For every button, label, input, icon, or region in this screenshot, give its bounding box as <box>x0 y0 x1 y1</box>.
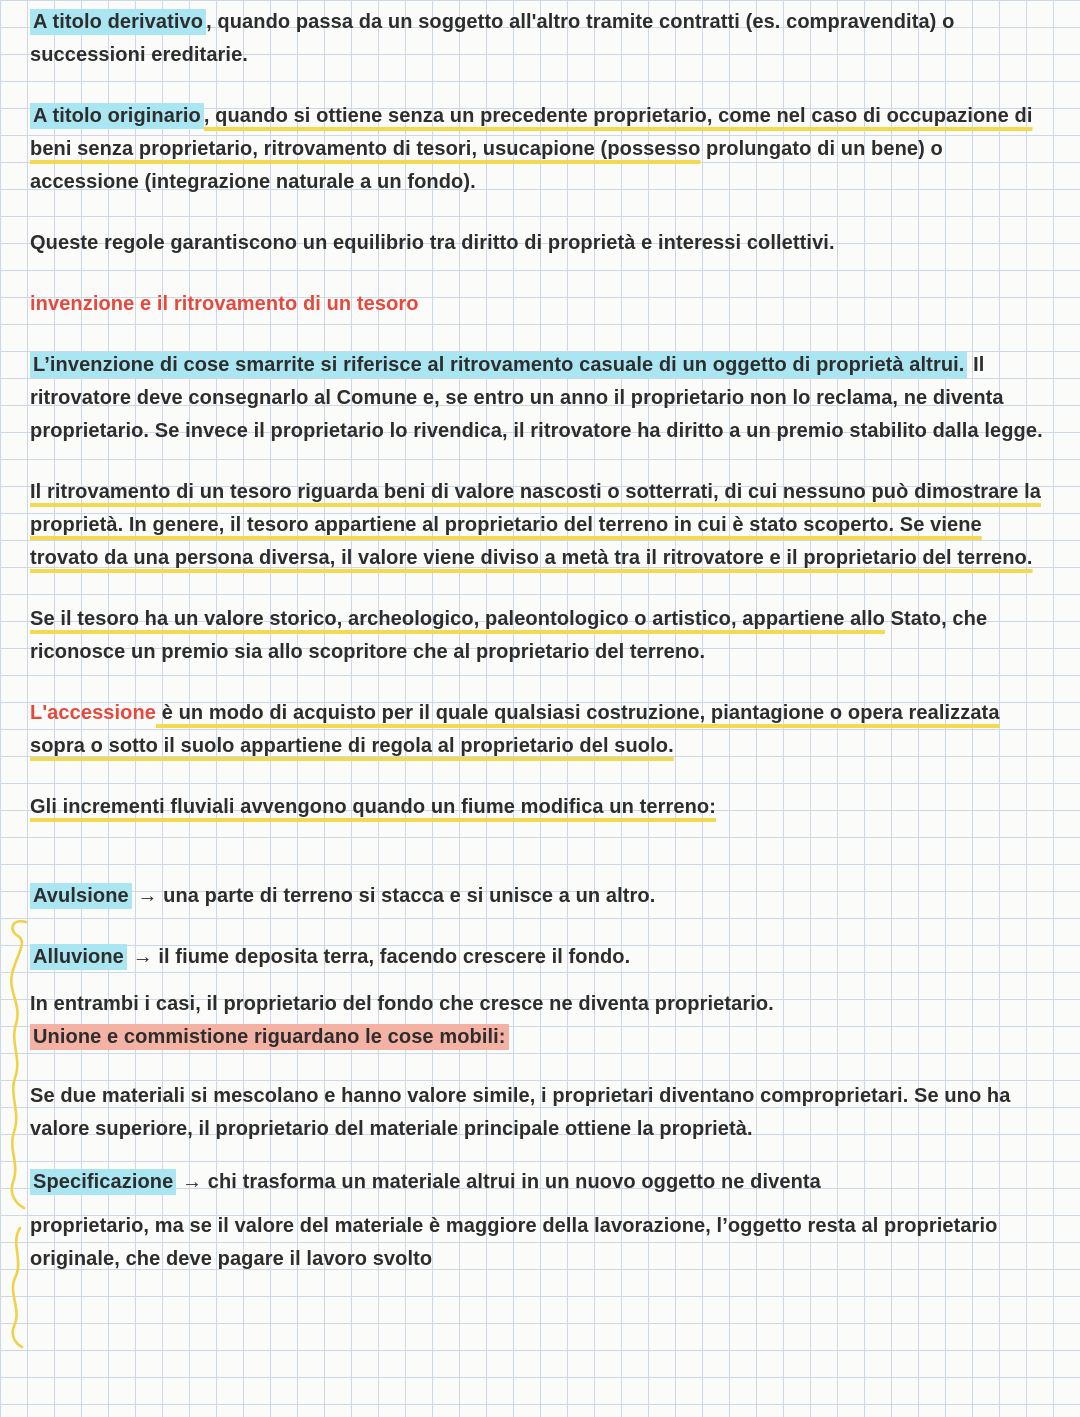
text-segment: , quando passa da un soggetto all'altro tramite contratti (es. compravendita) o successioni ereditarie. <box>30 11 955 66</box>
heading-invenzione <box>30 288 1050 321</box>
para-titolo-derivativo <box>30 6 1050 72</box>
para-alluvione <box>30 941 1050 974</box>
text-segment: Gli incrementi fluviali avvengono quando un fiume modifica un terreno: <box>30 796 716 818</box>
para-avulsione <box>30 880 1050 913</box>
para-specificazione <box>30 1166 1050 1199</box>
term-unione-commistione: Unione e commistione riguardano le cose mobili: <box>30 1024 509 1050</box>
text-segment: è un modo di acquisto per il quale qualsiasi costruzione, piantagione o opera realizzata sopra o sotto il suolo appartiene di regola al proprietario del suolo. <box>30 702 1000 757</box>
para-materiali <box>30 1080 1050 1146</box>
text-segment: Il ritrovamento di un tesoro riguarda beni di valore nascosti o sotterrati, di cui nessuno può dimostrare la proprietà. In genere, il tesoro appartiene al proprietario del terreno in cui è stato scoperto. Se viene trovato da una persona diversa, il valore viene diviso a metà tra il ritrovatore e il proprietario del terreno. <box>30 481 1041 569</box>
term-specificazione: Specificazione <box>30 1169 176 1195</box>
term-alluvione: Alluvione <box>30 944 127 970</box>
text-segment: Il ritrovatore deve consegnarlo al Comune e, se entro un anno il proprietario non lo reclama, ne diventa proprietario. Se invece il proprietario lo rivendica, il ritrovatore ha diritto a un premio stabilito dalla legge. <box>30 354 1043 442</box>
para-accessione <box>30 697 1050 763</box>
text-segment: prolungato di un bene) o accessione (integrazione naturale a un fondo). <box>30 138 943 193</box>
para-specificazione-cont <box>30 1210 1050 1276</box>
term-titolo-originario: A titolo originario <box>30 103 204 129</box>
term-avulsione: Avulsione <box>30 883 132 909</box>
para-titolo-originario <box>30 100 1050 199</box>
section-heading: invenzione e il ritrovamento di un tesoro <box>30 293 419 315</box>
para-tesoro-stato <box>30 603 1050 669</box>
text-segment: Se due materiali si mescolano e hanno valore simile, i proprietari diventano comproprietari. Se uno ha valore superiore, il proprietario del materiale principale ottiene la proprietà. <box>30 1085 1011 1140</box>
para-invenzione <box>30 349 1050 448</box>
para-tesoro <box>30 476 1050 575</box>
margin-squiggle-icon <box>2 916 32 1211</box>
notes-content <box>30 6 1050 1304</box>
term-titolo-derivativo: A titolo derivativo <box>30 9 206 35</box>
text-segment: → chi trasforma un materiale altrui in un nuovo oggetto ne diventa <box>176 1171 821 1193</box>
para-unione-commistione <box>30 1021 1050 1054</box>
text-segment: → il fiume deposita terra, facendo crescere il fondo. <box>126 946 631 968</box>
text-segment: , quando si ottiene senza un precedente proprietario, come nel caso di occupazione di beni senza proprietario, ritrovamento di tesori, usucapione (possesso <box>30 105 1033 160</box>
term-accessione: L'accessione <box>30 702 157 724</box>
text-segment: proprietario, ma se il valore del materiale è maggiore della lavorazione, l’oggetto resta al proprietario originale, che deve pagare il lavoro svolto <box>30 1215 998 1270</box>
text-segment: Stato, che riconosce un premio sia allo scopritore che al proprietario del terreno. <box>30 608 988 663</box>
text-segment: → una parte di terreno si stacca e si unisce a un altro. <box>131 885 656 907</box>
term-invenzione: L’invenzione di cose smarrite si riferisce al ritrovamento casuale di un oggetto di proprietà altrui. <box>30 352 967 378</box>
margin-squiggle-icon <box>4 1224 30 1350</box>
para-incrementi <box>30 791 1050 824</box>
para-equilibrio <box>30 227 1050 260</box>
para-entrambi <box>30 988 1050 1021</box>
text-segment: In entrambi i casi, il proprietario del fondo che cresce ne diventa proprietario. <box>30 993 774 1015</box>
text-segment: Queste regole garantiscono un equilibrio tra diritto di proprietà e interessi collettivi. <box>30 232 835 254</box>
text-segment: Se il tesoro ha un valore storico, archeologico, paleontologico o artistico, appartiene allo <box>30 608 885 630</box>
